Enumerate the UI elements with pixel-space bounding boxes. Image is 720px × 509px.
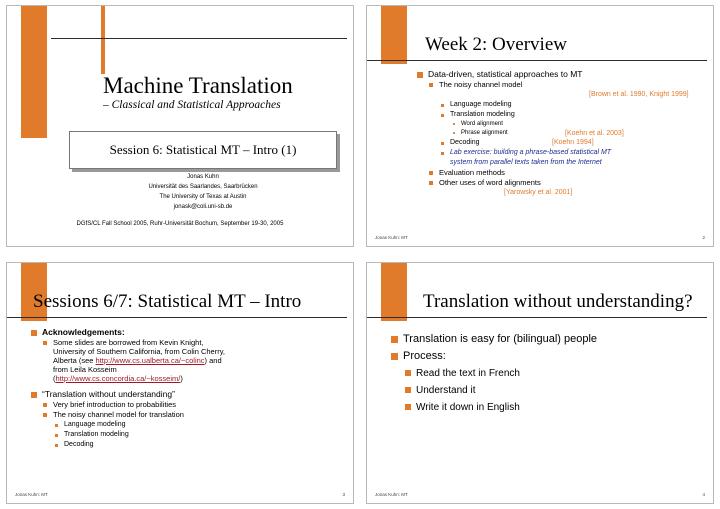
list-item: Process:	[391, 348, 709, 365]
list-item: Language modeling	[55, 420, 349, 430]
divider	[7, 317, 347, 318]
list-item: Understand it	[405, 382, 709, 399]
slide-1	[6, 5, 354, 247]
text: ) and	[204, 356, 222, 365]
text: (	[53, 374, 56, 383]
text: )	[180, 374, 183, 383]
citation: [Koehn 1994]	[552, 139, 594, 146]
affiliation-1: Universität des Saarlandes, Saarbrücken	[148, 184, 258, 190]
slide-title: Week 2: Overview	[425, 34, 567, 55]
list-item: Language modeling	[441, 100, 707, 110]
list-item-continuation	[53, 374, 349, 383]
slide-subtitle: – Classical and Statistical Approaches	[103, 99, 281, 111]
slide-title: Machine Translation	[103, 73, 293, 98]
list-item: Decoding	[55, 440, 349, 450]
author-block	[69, 172, 337, 212]
list-item: Translation modeling	[55, 430, 349, 440]
list-item	[441, 138, 707, 148]
list-item: Acknowledgements:	[31, 327, 349, 338]
slide-3	[6, 262, 354, 504]
list-item-continuation	[53, 356, 349, 365]
citation: [Koehn et al. 2003]	[565, 130, 624, 137]
slide-title: Translation without understanding?	[423, 291, 693, 312]
orange-accent	[101, 6, 105, 74]
link-kosseim[interactable]: http://www.cs.concordia.ca/~kosseim/	[55, 374, 181, 383]
bullet-list	[417, 69, 707, 198]
list-item: Lab exercise: building a phrase-based statistical MT	[441, 148, 707, 158]
slide-footer: DGfS/CL Fall School 2005, Ruhr-Universität Bochum, September 19-30, 2005	[76, 221, 284, 227]
session-box	[69, 131, 337, 169]
divider	[367, 317, 707, 318]
list-item: Translation is easy for (bilingual) people	[391, 331, 709, 348]
list-item-continuation: University of Southern California, from Colin Cherry,	[53, 347, 226, 356]
author-email: jonask@coli.uni-sb.de	[173, 204, 233, 210]
list-item-continuation: system from parallel texts taken from the Internet	[450, 159, 602, 166]
list-item: The noisy channel model for translation	[43, 410, 349, 420]
session-title: Session 6: Statistical MT – Intro (1)	[109, 142, 297, 157]
list-item: Evaluation methods	[429, 168, 707, 178]
list-item: Very brief introduction to probabilities	[43, 400, 349, 410]
list-item-label: Decoding	[450, 139, 480, 146]
citation: [Yarowsky et al. 2001]	[504, 189, 573, 196]
affiliation-2: The University of Texas at Austin	[159, 194, 247, 200]
slide-title: Sessions 6/7: Statistical MT – Intro	[33, 291, 302, 312]
orange-bar	[381, 6, 407, 64]
list-item: “Translation without understanding”	[31, 389, 349, 400]
citation: [Brown et al. 1990, Knight 1999]	[589, 91, 689, 98]
footer-author: Jonas Kuhn: MT	[375, 492, 408, 497]
list-item: Some slides are borrowed from Kevin Knight,	[43, 338, 349, 347]
slide-2	[366, 5, 714, 247]
list-item: Read the text in French	[405, 365, 709, 382]
orange-bar	[21, 6, 47, 138]
footer-author: Jonas Kuhn: MT	[15, 492, 48, 497]
bullet-list	[31, 327, 349, 450]
bullet-list	[391, 331, 709, 416]
divider	[51, 38, 347, 39]
list-item: Translation modeling	[441, 110, 707, 120]
list-item	[453, 129, 707, 138]
list-item: Write it down in English	[405, 399, 709, 416]
list-item: The noisy channel model	[429, 80, 707, 90]
footer-author: Jonas Kuhn: MT	[375, 235, 408, 240]
link-colinc[interactable]: http://www.cs.ualberta.ca/~colinc	[95, 356, 205, 365]
list-item-label: Phrase alignment	[461, 130, 508, 136]
list-item: Word alignment	[453, 120, 707, 129]
page-number: 2	[702, 235, 705, 240]
slide-4	[366, 262, 714, 504]
author-name: Jonas Kuhn	[187, 174, 219, 180]
page-number: 3	[342, 492, 345, 497]
list-item: Data-driven, statistical approaches to MT	[417, 69, 707, 80]
list-item-continuation: from Leila Kosseim	[53, 365, 117, 374]
page-number: 4	[702, 492, 705, 497]
divider	[367, 60, 707, 61]
orange-bar	[381, 263, 407, 321]
text: Alberta (see	[53, 356, 96, 365]
list-item: Other uses of word alignments	[429, 178, 707, 188]
